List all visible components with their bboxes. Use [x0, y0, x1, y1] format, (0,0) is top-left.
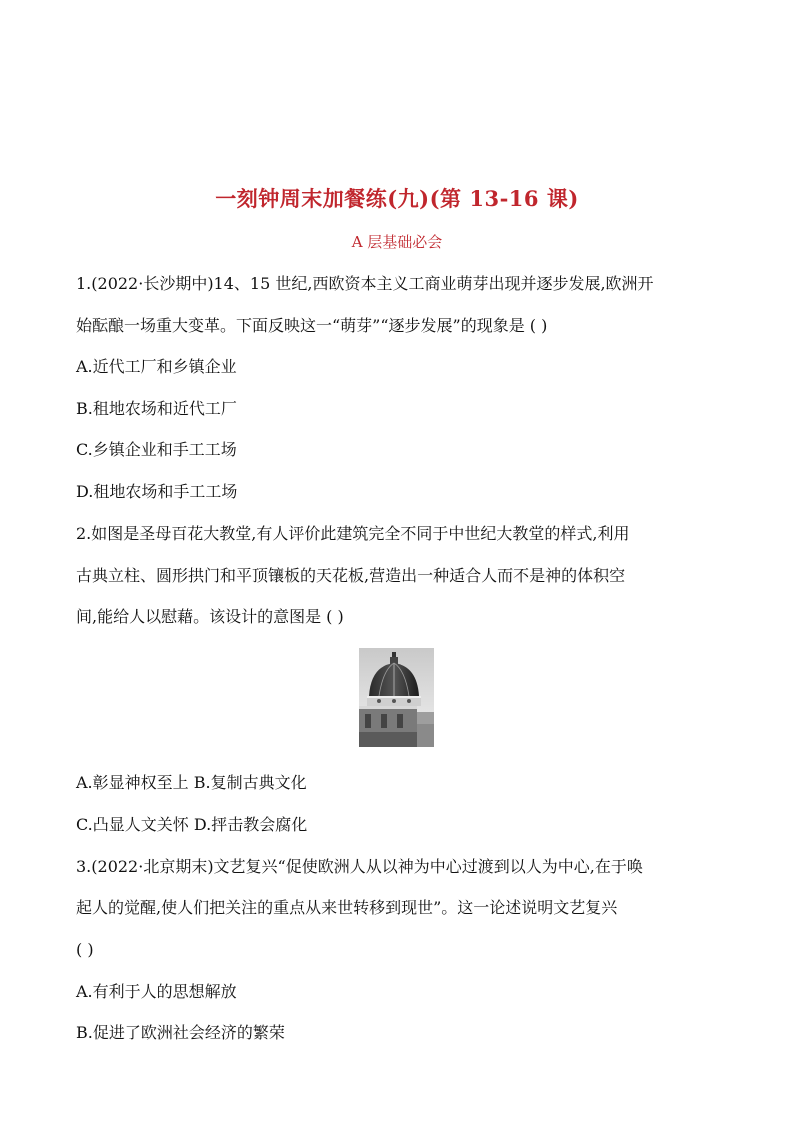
cathedral-photo	[359, 648, 434, 747]
question-1-stem-line-2: 始酝酿一场重大变革。下面反映这一“萌芽”“逐步发展”的现象是 ( )	[76, 316, 548, 335]
question-3-stem-line-1: 3.(2022·北京期末)文艺复兴“促使欧洲人从以神为中心过渡到以人为中心,在于唤	[76, 857, 643, 876]
question-3-stem-line-3: ( )	[76, 940, 94, 959]
question-1-option-d: D.租地农场和手工工场	[76, 482, 238, 501]
question-1-stem-line-1: 1.(2022·长沙期中)14、15 世纪,西欧资本主义工商业萌芽出现并逐步发展,欧洲开	[76, 274, 654, 293]
section-heading: A 层基础必会	[351, 233, 443, 251]
question-2-stem-line-2: 古典立柱、圆形拱门和平顶镶板的天花板,营造出一种适合人而不是神的体积空	[76, 566, 626, 585]
question-3-option-a: A.有利于人的思想解放	[76, 982, 237, 1001]
question-3-option-b: B.促进了欧洲社会经济的繁荣	[76, 1023, 285, 1042]
question-2-option-c-d: C.凸显人文关怀 D.抨击教会腐化	[76, 815, 308, 834]
question-2-stem-line-1: 2.如图是圣母百花大教堂,有人评价此建筑完全不同于中世纪大教堂的样式,利用	[76, 524, 630, 543]
question-2-option-a-b: A.彰显神权至上 B.复制古典文化	[76, 773, 307, 792]
question-1-option-a: A.近代工厂和乡镇企业	[76, 357, 237, 376]
question-1-option-c: C.乡镇企业和手工工场	[76, 440, 237, 459]
question-1-option-b: B.租地农场和近代工厂	[76, 399, 237, 418]
question-2-stem-line-3: 间,能给人以慰藉。该设计的意图是 ( )	[76, 607, 344, 626]
page-title: 一刻钟周末加餐练(九)(第 13-16 课)	[215, 186, 579, 211]
question-3-stem-line-2: 起人的觉醒,使人们把关注的重点从来世转移到现世”。这一论述说明文艺复兴	[76, 898, 618, 917]
